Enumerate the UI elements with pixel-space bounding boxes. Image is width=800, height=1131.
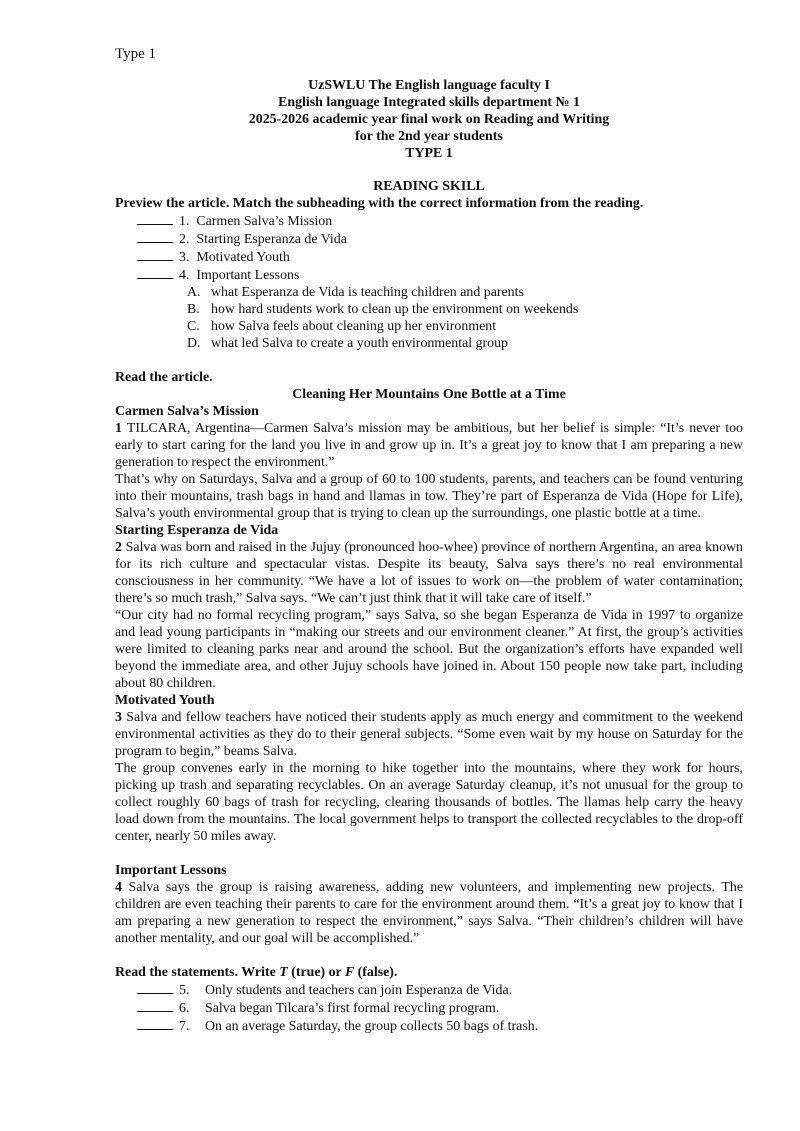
answer-blank[interactable] xyxy=(137,248,173,261)
type-label: Type 1 xyxy=(115,46,157,62)
paragraph: That’s why on Saturdays, Salva and a group of 60 to 100 students, parents, and teachers can be found venturing into their mountains, trash bags in hand and llamas in tow. They’re part of Esperanza de Vida (Hope for Life), Salva’s youth environmental group that is trying to clean up the surroundings, one plastic bottle at a time. xyxy=(115,472,743,521)
matching-list xyxy=(115,212,743,284)
matching-instruction: Preview the article. Match the subheading with the correct information from the reading. xyxy=(115,196,644,211)
matching-options xyxy=(115,284,743,352)
header-line-department: English language Integrated skills department № 1 xyxy=(278,95,580,110)
section-heading-lessons: Important Lessons xyxy=(115,863,227,878)
section-heading-motivated: Motivated Youth xyxy=(115,693,215,708)
answer-blank[interactable] xyxy=(137,266,173,279)
section-heading-starting: Starting Esperanza de Vida xyxy=(115,523,279,538)
option-item: C. how Salva feels about cleaning up her environment xyxy=(187,319,497,334)
paragraph: “Our city had no formal recycling program,” says Salva, so she began Esperanza de Vida in 1997 to organize and lead young participants in “making our streets and our environment cleaner.” At first, the group’s activities were limited to cleaning parks near and around the school. But the organization’s efforts have expanded well beyond the immediate area, and other Jujuy schools have joined in. About 150 people now take part, including about 80 children. xyxy=(115,608,743,691)
paragraph: 3 Salva and fellow teachers have noticed their students apply as much energy and commitment to the weekend environmental activities as they do to their general subjects. “Some even wait by my house on Saturday for the program to begin,” beams Salva. xyxy=(115,710,744,759)
paragraph: The group convenes early in the morning to hike together into the mountains, where they work for hours, picking up trash and separating recyclables. On an average Saturday cleanup, it’s not unusual for the group to collect roughly 60 bags of trash for recycling, clearing thousands of bottles. The llamas help carry the heavy load down from the mountains. The local government helps to transport the collected recyclables to the drop-off center, nearly 50 miles away. xyxy=(115,761,743,844)
paragraph: 2 Salva was born and raised in the Jujuy (pronounced hoo-whee) province of northern Argentina, an area known for its rich culture and spectacular vistas. Despite its beauty, Salva says there’s no real environmental consciousness in her community. “We have a lot of issues to work on—the problem of water contamination; there’s so much trash,” Salva says. “We can’t just think that it will take care of itself.” xyxy=(115,540,743,606)
paragraph: 1 TILCARA, Argentina—Carmen Salva’s mission may be ambitious, but her belief is simple: “It’s never too early to start caring for the land you live in and grow up in. It’s a great joy to know that I am preparing a new generation to respect the environment.” xyxy=(115,421,743,470)
matching-item: 4. Important Lessons xyxy=(115,266,743,284)
statement-item: 6. Salva began Tilcara’s first formal recycling program. xyxy=(115,999,743,1017)
header-line-academic-year: 2025-2026 academic year final work on Reading and Writing xyxy=(248,112,610,127)
article-title: Cleaning Her Mountains One Bottle at a Time xyxy=(292,387,566,402)
section-heading-mission: Carmen Salva’s Mission xyxy=(115,404,259,419)
matching-item: 1. Carmen Salva’s Mission xyxy=(115,212,743,230)
answer-blank[interactable] xyxy=(137,981,173,994)
answer-blank[interactable] xyxy=(137,230,173,243)
header-line-university: UzSWLU The English language faculty I xyxy=(308,78,550,93)
header-line-students: for the 2nd year students xyxy=(355,129,503,144)
read-article-label: Read the article. xyxy=(115,370,213,385)
statement-item: 7. On an average Saturday, the group collects 50 bags of trash. xyxy=(115,1017,743,1035)
paragraph: 4 Salva says the group is raising awareness, adding new volunteers, and implementing new projects. The children are even teaching their parents to care for the environment around them. “It’s a great joy to know that I am preparing a new generation to respect the environment,” says Salva. “Their children’s children will have another mentality, and our goal will be accomplished.” xyxy=(115,880,743,946)
true-false-instruction: Read the statements. Write T (true) or F (false). xyxy=(115,965,398,980)
option-item: D. what led Salva to create a youth environmental group xyxy=(187,336,509,351)
statement-item: 5. Only students and teachers can join Esperanza de Vida. xyxy=(115,981,743,999)
answer-blank[interactable] xyxy=(137,212,173,225)
matching-item: 2. Starting Esperanza de Vida xyxy=(115,230,743,248)
option-item: A. what Esperanza de Vida is teaching children and parents xyxy=(187,285,524,300)
answer-blank[interactable] xyxy=(137,1017,173,1030)
document-page xyxy=(115,46,743,1035)
true-false-list xyxy=(115,981,743,1035)
matching-item: 3. Motivated Youth xyxy=(115,248,743,266)
reading-skill-title: READING SKILL xyxy=(373,179,485,194)
header-line-type: TYPE 1 xyxy=(405,146,453,161)
answer-blank[interactable] xyxy=(137,999,173,1012)
document-header xyxy=(115,77,743,162)
option-item: B. how hard students work to clean up the environment on weekends xyxy=(187,302,579,317)
